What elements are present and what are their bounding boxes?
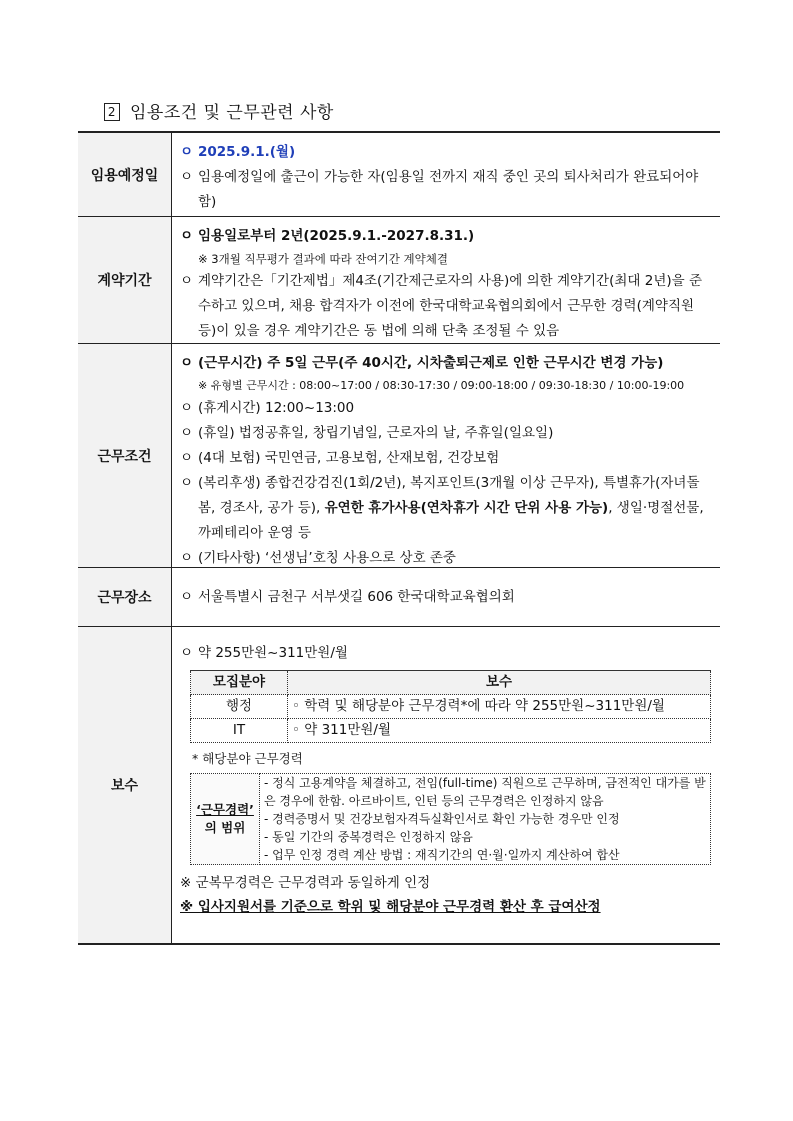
row-content-pay [172,627,720,943]
insurance-item [180,446,714,471]
welfare-text-a: (복리후생) 종합건강검진(1회/2년), 복지포인트(3개월 이상 근무자), 특별휴가(자녀돌봄, 경조사, 공가 등), [198,475,700,516]
welfare-text-bold: 유연한 휴가사용(연차휴가 시간 단위 사용 가능) [324,500,609,516]
bullet-icon: ㅇ [180,273,194,289]
pay-table-header [191,671,711,695]
pay-field-cell: IT [191,719,288,743]
contract-note: ※ 3개월 직무평가 결과에 따라 잔여기간 계약체결 [198,252,448,266]
bullet-icon: ㅇ [180,589,194,605]
bullet-icon: ㅇ [180,144,194,160]
career-range-line: - 동일 기간의 중복경력은 인정하지 않음 [264,830,473,844]
table-row [191,719,711,743]
row-content-conditions [172,344,720,567]
row-content-location [172,568,720,626]
row-label-pay: 보수 [78,627,172,943]
break-item [180,396,714,421]
career-range-line: - 정식 고용계약을 체결하고, 전임(full-time) 직원으로 근무하며, 금전적인 대가를 받은 경우에 한함. 아르바이트, 인턴 등의 근무경력은 인정하지 않음 [264,776,706,808]
career-range-label [191,774,260,865]
row-label-contract: 계약기간 [78,217,172,343]
bullet-icon: ㅇ [180,475,194,491]
insurance: (4대 보험) 국민연금, 고용보험, 산재보험, 건강보험 [198,450,500,466]
row-label-start-date: 임용예정일 [78,133,172,216]
bullet-icon: ㅇ [180,355,194,371]
row-content-contract [172,217,720,343]
etc: (기타사항) ‘선생님’호칭 사용으로 상호 존중 [198,550,456,566]
contract-period-item [180,224,714,249]
section-number: 2 [104,103,120,121]
row-content-start-date [172,133,720,216]
contract-desc-item [180,269,714,344]
bullet-icon: ㅇ [180,400,194,416]
location-item [180,585,714,610]
career-range-content [260,774,711,865]
bullet-icon: ㅇ [180,550,194,566]
pay-field-cell: 행정 [191,695,288,719]
pay-summary-item [180,641,714,666]
salary-calc-note: ※ 입사지원서를 기준으로 학위 및 해당분야 근무경력 환산 후 급여산정 [180,899,601,915]
start-date-desc-item [180,165,714,215]
contract-desc: 계약기간은「기간제법」제4조(기간제근로자의 사용)에 의한 계약기간(최대 2년)을 준수하고 있으며, 채용 합격자가 이전에 한국대학교육협의회에서 근무한 경력(계약직원 등)이 있을 경우 계약기간은 동 법에 의해 단축 조정될 수 있음 [198,273,703,339]
military-note: ※ 군복무경력은 근무경력과 동일하게 인정 [180,875,431,891]
start-date-value: 2025.9.1.(월) [198,144,296,160]
contract-period: 임용일로부터 2년(2025.9.1.-2027.8.31.) [198,228,475,244]
section-title: 임용조건 및 근무관련 사항 [130,103,334,123]
welfare-item [180,471,714,546]
row-pay [78,627,720,943]
hours-item [180,351,714,376]
row-contract [78,217,720,344]
break-time: (휴게시간) 12:00~13:00 [198,400,355,416]
pay-summary: 약 255만원~311만원/월 [198,645,348,661]
holidays: (휴일) 법정공휴일, 창립기념일, 근로자의 날, 주휴일(일요일) [198,425,554,441]
career-range-row [191,774,711,865]
career-footnote: * 해당분야 근무경력 [192,751,303,766]
career-range-label-line1: ‘근무경력’ [196,802,254,817]
bullet-icon: ㅇ [180,228,194,244]
start-date-desc: 임용예정일에 출근이 가능한 자(임용일 전까지 재직 중인 곳의 퇴사처리가 완료되어야 함) [198,169,699,210]
row-label-conditions: 근무조건 [78,344,172,567]
table-row [191,695,711,719]
conditions-table [78,131,720,945]
bullet-icon: ㅇ [180,425,194,441]
pay-amount-cell: ◦ 학력 및 해당분야 근무경력*에 따라 약 255만원~311만원/월 [288,695,711,719]
career-range-table [190,773,711,865]
welfare [198,471,714,546]
row-label-location: 근무장소 [78,568,172,626]
bullet-icon: ㅇ [180,645,194,661]
pay-table-header-pay: 보수 [288,671,711,695]
career-range-line: - 업무 인정 경력 계산 방법 : 재직기간의 연·월·일까지 계산하여 합산 [264,848,620,862]
pay-table-header-field: 모집분야 [191,671,288,695]
welfare-text-b: , 생일·명절선물, 까페테리아 운영 등 [198,500,704,541]
row-start-date [78,133,720,217]
work-hours: (근무시간) 주 5일 근무(주 40시간, 시차출퇴근제로 인한 근무시간 변경 가능) [198,355,664,371]
row-conditions [78,344,720,568]
career-range-label-line2: 의 범위 [204,820,246,835]
bullet-icon: ㅇ [180,450,194,466]
bullet-icon: ㅇ [180,169,194,185]
holidays-item [180,421,714,446]
hours-note: ※ 유형별 근무시간 : 08:00~17:00 / 08:30-17:30 / 09:00-18:00 / 09:30-18:30 / 10:00-19:00 [198,379,685,392]
row-location [78,568,720,627]
career-range-line: - 경력증명서 및 건강보험자격득실확인서로 확인 가능한 경우만 인정 [264,812,620,826]
start-date-item [180,140,714,165]
section-heading [104,98,334,123]
pay-table [190,670,711,743]
location-address: 서울특별시 금천구 서부샛길 606 한국대학교육협의회 [198,589,515,605]
pay-amount-cell: ◦ 약 311만원/월 [288,719,711,743]
